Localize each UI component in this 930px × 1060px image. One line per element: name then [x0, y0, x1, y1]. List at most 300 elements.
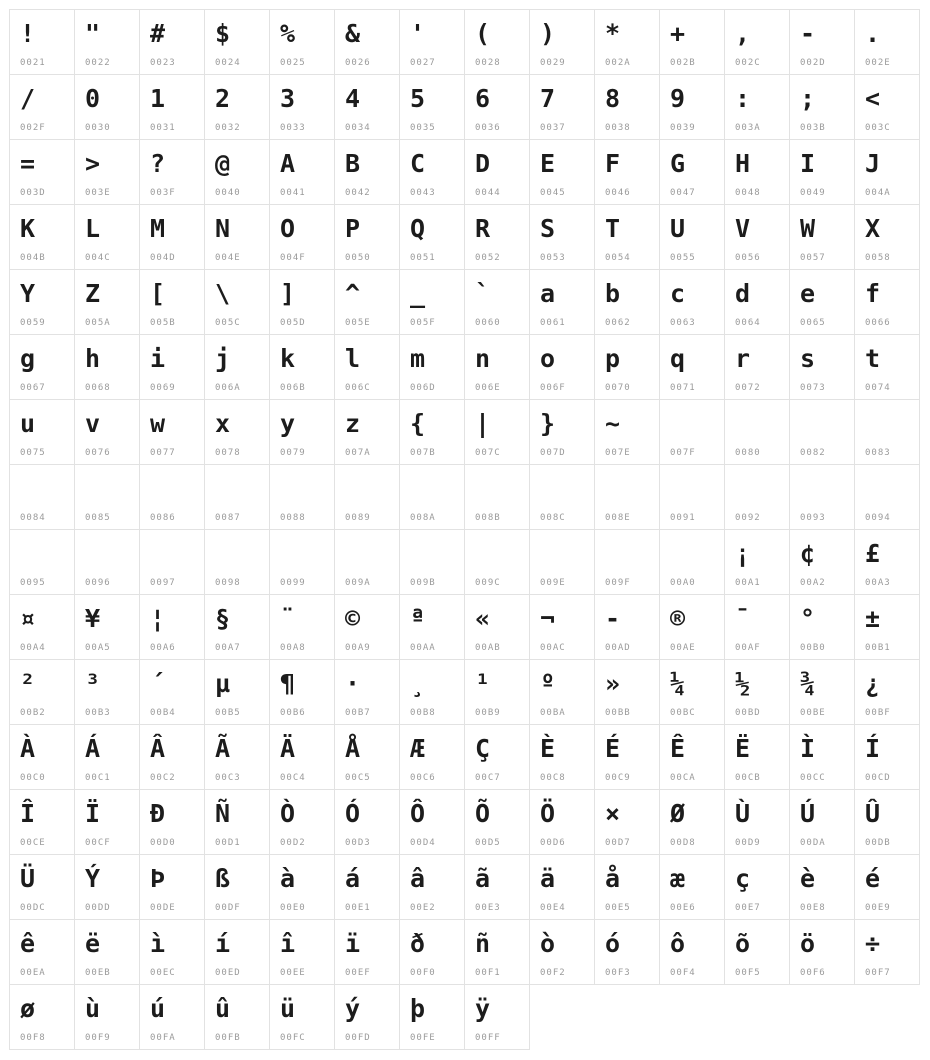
glyph-cell[interactable] [594, 789, 660, 855]
glyph-cell[interactable] [854, 139, 920, 205]
glyph-code: 0046 [605, 188, 631, 198]
glyph-cell[interactable] [399, 269, 465, 335]
glyph-cell[interactable] [464, 724, 530, 790]
glyph-char: ¢ [800, 539, 816, 568]
glyph-cell[interactable] [74, 334, 140, 400]
glyph-cell[interactable] [529, 9, 595, 75]
glyph-code: 0084 [20, 513, 46, 523]
glyph-grid [10, 10, 922, 1050]
glyph-cell[interactable] [204, 919, 270, 985]
glyph-code: 00EE [280, 968, 306, 978]
glyph-cell[interactable] [464, 334, 530, 400]
glyph-cell[interactable] [74, 854, 140, 920]
glyph-cell[interactable] [789, 659, 855, 725]
glyph-cell[interactable] [464, 9, 530, 75]
glyph-code: 00C2 [150, 773, 176, 783]
glyph-cell[interactable] [334, 334, 400, 400]
glyph-cell[interactable] [9, 74, 75, 140]
glyph-cell[interactable] [854, 789, 920, 855]
glyph-cell[interactable] [74, 529, 140, 595]
glyph-code: 0079 [280, 448, 306, 458]
glyph-code: 002D [800, 58, 826, 68]
glyph-cell[interactable] [139, 594, 205, 660]
glyph-cell[interactable] [724, 724, 790, 790]
glyph-cell[interactable] [74, 659, 140, 725]
glyph-cell[interactable] [529, 724, 595, 790]
glyph-cell[interactable] [139, 204, 205, 270]
glyph-char: Ô [410, 799, 426, 828]
glyph-code: 00D1 [215, 838, 241, 848]
glyph-cell[interactable] [269, 139, 335, 205]
glyph-cell[interactable] [724, 529, 790, 595]
glyph-cell[interactable] [204, 334, 270, 400]
glyph-cell[interactable] [464, 659, 530, 725]
glyph-cell[interactable] [659, 529, 725, 595]
glyph-cell[interactable] [399, 789, 465, 855]
glyph-cell[interactable] [399, 204, 465, 270]
glyph-cell[interactable] [659, 269, 725, 335]
glyph-cell[interactable] [9, 9, 75, 75]
glyph-cell[interactable] [854, 659, 920, 725]
glyph-cell[interactable] [334, 269, 400, 335]
glyph-cell[interactable] [9, 399, 75, 465]
glyph-cell[interactable] [789, 204, 855, 270]
glyph-char [735, 474, 785, 512]
glyph-code: 0078 [215, 448, 241, 458]
glyph-char [345, 539, 395, 577]
glyph-cell[interactable] [334, 74, 400, 140]
glyph-code: 0047 [670, 188, 696, 198]
glyph-char [280, 539, 330, 577]
glyph-cell[interactable] [74, 9, 140, 75]
glyph-code: 00CC [800, 773, 826, 783]
glyph-cell[interactable] [854, 854, 920, 920]
glyph-code: 0053 [540, 253, 566, 263]
glyph-cell[interactable] [334, 594, 400, 660]
glyph-cell[interactable] [724, 789, 790, 855]
glyph-code: 00CA [670, 773, 696, 783]
glyph-cell[interactable] [659, 9, 725, 75]
glyph-cell[interactable] [594, 659, 660, 725]
glyph-cell[interactable] [334, 9, 400, 75]
glyph-cell[interactable] [724, 464, 790, 530]
glyph-cell[interactable] [139, 854, 205, 920]
glyph-code: 0022 [85, 58, 111, 68]
glyph-cell[interactable] [659, 854, 725, 920]
glyph-cell[interactable] [74, 74, 140, 140]
glyph-cell[interactable] [334, 984, 400, 1050]
glyph-char: q [670, 344, 686, 373]
glyph-cell[interactable] [139, 789, 205, 855]
glyph-cell[interactable] [204, 724, 270, 790]
glyph-code: 0033 [280, 123, 306, 133]
glyph-code: 00BD [735, 708, 761, 718]
glyph-cell[interactable] [9, 464, 75, 530]
glyph-cell[interactable] [724, 919, 790, 985]
glyph-cell[interactable] [204, 204, 270, 270]
glyph-code: 0021 [20, 58, 46, 68]
glyph-cell[interactable] [659, 334, 725, 400]
glyph-cell[interactable] [789, 594, 855, 660]
glyph-code: 0066 [865, 318, 891, 328]
glyph-code: 0045 [540, 188, 566, 198]
glyph-cell[interactable] [9, 659, 75, 725]
glyph-cell[interactable] [399, 659, 465, 725]
glyph-cell[interactable] [529, 269, 595, 335]
glyph-cell[interactable] [724, 74, 790, 140]
glyph-char: ~ [605, 409, 621, 438]
glyph-cell[interactable] [594, 529, 660, 595]
glyph-cell[interactable] [334, 919, 400, 985]
glyph-cell[interactable] [399, 334, 465, 400]
glyph-char: Ö [540, 799, 556, 828]
glyph-code: 007C [475, 448, 501, 458]
glyph-cell[interactable] [659, 204, 725, 270]
glyph-cell[interactable] [334, 399, 400, 465]
glyph-cell[interactable] [334, 464, 400, 530]
glyph-cell[interactable] [529, 659, 595, 725]
glyph-cell[interactable] [204, 74, 270, 140]
glyph-cell[interactable] [789, 74, 855, 140]
glyph-cell[interactable] [269, 919, 335, 985]
glyph-cell[interactable] [659, 139, 725, 205]
glyph-cell[interactable] [529, 204, 595, 270]
glyph-code: 00BE [800, 708, 826, 718]
glyph-char: ¦ [150, 604, 166, 633]
glyph-code: 0026 [345, 58, 371, 68]
glyph-code: 00EF [345, 968, 371, 978]
glyph-cell[interactable] [464, 464, 530, 530]
glyph-cell[interactable] [269, 74, 335, 140]
glyph-char: è [800, 864, 816, 893]
glyph-code: 0075 [20, 448, 46, 458]
glyph-code: 00D6 [540, 838, 566, 848]
glyph-cell[interactable] [204, 139, 270, 205]
glyph-cell[interactable] [464, 984, 530, 1050]
glyph-code: 00A1 [735, 578, 761, 588]
glyph-cell[interactable] [399, 919, 465, 985]
glyph-cell[interactable] [464, 789, 530, 855]
glyph-cell[interactable] [789, 529, 855, 595]
glyph-cell[interactable] [594, 9, 660, 75]
glyph-cell[interactable] [74, 399, 140, 465]
glyph-code: 003E [85, 188, 111, 198]
glyph-cell[interactable] [399, 139, 465, 205]
glyph-code: 0070 [605, 383, 631, 393]
glyph-cell[interactable] [594, 399, 660, 465]
glyph-char: ÿ [475, 994, 491, 1023]
glyph-cell[interactable] [854, 74, 920, 140]
glyph-code: 0069 [150, 383, 176, 393]
glyph-cell[interactable] [854, 594, 920, 660]
glyph-cell[interactable] [789, 139, 855, 205]
glyph-cell[interactable] [789, 334, 855, 400]
glyph-cell[interactable] [464, 74, 530, 140]
glyph-cell[interactable] [204, 269, 270, 335]
glyph-code: 00DE [150, 903, 176, 913]
glyph-cell[interactable] [724, 594, 790, 660]
glyph-code: 00C0 [20, 773, 46, 783]
glyph-cell[interactable] [399, 529, 465, 595]
glyph-char [605, 474, 655, 512]
glyph-code: 00C3 [215, 773, 241, 783]
glyph-cell[interactable] [9, 594, 75, 660]
glyph-cell[interactable] [139, 984, 205, 1050]
glyph-cell[interactable] [854, 919, 920, 985]
glyph-char: O [280, 214, 296, 243]
glyph-cell[interactable] [724, 399, 790, 465]
glyph-cell[interactable] [334, 204, 400, 270]
glyph-char: i [150, 344, 166, 373]
glyph-code: 0067 [20, 383, 46, 393]
glyph-cell[interactable] [139, 529, 205, 595]
glyph-cell[interactable] [139, 74, 205, 140]
glyph-cell[interactable] [724, 9, 790, 75]
glyph-cell[interactable] [74, 984, 140, 1050]
glyph-cell[interactable] [854, 724, 920, 790]
glyph-cell[interactable] [139, 139, 205, 205]
glyph-cell[interactable] [269, 9, 335, 75]
glyph-cell[interactable] [659, 919, 725, 985]
glyph-cell[interactable] [854, 399, 920, 465]
glyph-cell[interactable] [529, 594, 595, 660]
glyph-cell[interactable] [594, 464, 660, 530]
glyph-cell[interactable] [9, 334, 75, 400]
glyph-cell[interactable] [789, 464, 855, 530]
glyph-code: 00EB [85, 968, 111, 978]
glyph-cell[interactable] [269, 594, 335, 660]
glyph-cell[interactable] [9, 529, 75, 595]
glyph-char [800, 409, 850, 447]
glyph-cell[interactable] [204, 984, 270, 1050]
glyph-char: × [605, 799, 621, 828]
glyph-cell[interactable] [269, 204, 335, 270]
glyph-cell[interactable] [399, 724, 465, 790]
glyph-cell[interactable] [659, 74, 725, 140]
glyph-cell[interactable] [789, 269, 855, 335]
glyph-cell[interactable] [529, 74, 595, 140]
glyph-cell[interactable] [139, 919, 205, 985]
glyph-cell[interactable] [9, 854, 75, 920]
glyph-cell[interactable] [464, 399, 530, 465]
glyph-code: 002C [735, 58, 761, 68]
glyph-cell[interactable] [594, 204, 660, 270]
glyph-cell[interactable] [204, 789, 270, 855]
glyph-cell[interactable] [464, 594, 530, 660]
glyph-cell[interactable] [74, 594, 140, 660]
glyph-cell[interactable] [139, 269, 205, 335]
glyph-cell[interactable] [74, 204, 140, 270]
glyph-cell[interactable] [139, 9, 205, 75]
glyph-cell[interactable] [594, 919, 660, 985]
glyph-cell[interactable] [529, 854, 595, 920]
glyph-char: í [215, 929, 231, 958]
glyph-cell[interactable] [789, 9, 855, 75]
glyph-cell[interactable] [464, 139, 530, 205]
glyph-cell[interactable] [269, 269, 335, 335]
glyph-cell[interactable] [854, 529, 920, 595]
glyph-cell[interactable] [529, 919, 595, 985]
glyph-char [670, 409, 720, 447]
glyph-code: 00FC [280, 1033, 306, 1043]
glyph-cell[interactable] [334, 529, 400, 595]
glyph-cell[interactable] [789, 854, 855, 920]
glyph-cell[interactable] [854, 9, 920, 75]
glyph-code: 00AE [670, 643, 696, 653]
glyph-char [670, 474, 720, 512]
glyph-cell[interactable] [594, 334, 660, 400]
glyph-char: r [735, 344, 751, 373]
glyph-cell[interactable] [594, 594, 660, 660]
glyph-cell[interactable] [594, 139, 660, 205]
glyph-code: 008E [605, 513, 631, 523]
glyph-cell[interactable] [9, 789, 75, 855]
glyph-cell[interactable] [204, 854, 270, 920]
glyph-code: 00A0 [670, 578, 696, 588]
glyph-cell[interactable] [789, 399, 855, 465]
glyph-cell[interactable] [9, 204, 75, 270]
glyph-cell[interactable] [334, 139, 400, 205]
glyph-cell[interactable] [269, 724, 335, 790]
glyph-cell[interactable] [724, 269, 790, 335]
glyph-cell[interactable] [204, 529, 270, 595]
glyph-char: z [345, 409, 361, 438]
glyph-cell[interactable] [464, 529, 530, 595]
glyph-cell[interactable] [9, 919, 75, 985]
glyph-cell[interactable] [854, 464, 920, 530]
glyph-cell[interactable] [594, 724, 660, 790]
glyph-cell[interactable] [9, 269, 75, 335]
glyph-cell[interactable] [204, 464, 270, 530]
glyph-cell[interactable] [9, 724, 75, 790]
glyph-char: û [215, 994, 231, 1023]
glyph-cell[interactable] [399, 74, 465, 140]
glyph-char: ) [540, 19, 556, 48]
glyph-char: ü [280, 994, 296, 1023]
glyph-char: Ç [475, 734, 491, 763]
glyph-code: 0071 [670, 383, 696, 393]
glyph-cell[interactable] [659, 594, 725, 660]
glyph-cell[interactable] [269, 529, 335, 595]
glyph-char: ã [475, 864, 491, 893]
glyph-cell[interactable] [269, 854, 335, 920]
glyph-cell[interactable] [139, 659, 205, 725]
glyph-cell[interactable] [724, 854, 790, 920]
glyph-cell[interactable] [659, 399, 725, 465]
glyph-char: h [85, 344, 101, 373]
glyph-code: 0056 [735, 253, 761, 263]
glyph-cell[interactable] [74, 789, 140, 855]
glyph-cell[interactable] [659, 789, 725, 855]
glyph-cell[interactable] [724, 204, 790, 270]
glyph-cell[interactable] [204, 9, 270, 75]
glyph-cell[interactable] [74, 464, 140, 530]
glyph-cell[interactable] [334, 789, 400, 855]
glyph-cell[interactable] [659, 724, 725, 790]
glyph-cell[interactable] [74, 919, 140, 985]
glyph-cell[interactable] [789, 789, 855, 855]
glyph-cell[interactable] [464, 269, 530, 335]
glyph-cell[interactable] [399, 464, 465, 530]
glyph-cell[interactable] [269, 789, 335, 855]
glyph-cell[interactable] [269, 334, 335, 400]
glyph-cell[interactable] [529, 464, 595, 530]
glyph-cell[interactable] [594, 74, 660, 140]
glyph-code: 005D [280, 318, 306, 328]
glyph-cell[interactable] [139, 724, 205, 790]
glyph-cell[interactable] [854, 269, 920, 335]
glyph-cell[interactable] [724, 139, 790, 205]
glyph-cell[interactable] [139, 464, 205, 530]
glyph-code: 00BC [670, 708, 696, 718]
glyph-cell[interactable] [854, 334, 920, 400]
glyph-cell[interactable] [724, 334, 790, 400]
glyph-cell[interactable] [204, 659, 270, 725]
glyph-cell[interactable] [529, 334, 595, 400]
glyph-cell[interactable] [529, 529, 595, 595]
glyph-cell[interactable] [204, 594, 270, 660]
glyph-char: Î [20, 799, 36, 828]
glyph-code: 00E1 [345, 903, 371, 913]
glyph-cell[interactable] [139, 399, 205, 465]
glyph-code: 00CD [865, 773, 891, 783]
glyph-cell[interactable] [139, 334, 205, 400]
glyph-cell[interactable] [204, 399, 270, 465]
glyph-cell[interactable] [659, 464, 725, 530]
glyph-cell[interactable] [529, 139, 595, 205]
glyph-cell[interactable] [269, 399, 335, 465]
glyph-char [20, 539, 70, 577]
glyph-cell[interactable] [9, 984, 75, 1050]
glyph-cell[interactable] [269, 984, 335, 1050]
glyph-cell[interactable] [269, 464, 335, 530]
glyph-cell[interactable] [529, 399, 595, 465]
glyph-cell[interactable] [854, 204, 920, 270]
glyph-cell[interactable] [74, 724, 140, 790]
glyph-cell[interactable] [334, 724, 400, 790]
glyph-cell[interactable] [399, 594, 465, 660]
glyph-cell[interactable] [659, 659, 725, 725]
glyph-cell[interactable] [399, 984, 465, 1050]
glyph-cell[interactable] [789, 919, 855, 985]
glyph-cell[interactable] [399, 399, 465, 465]
glyph-char: w [150, 409, 166, 438]
glyph-cell[interactable] [464, 919, 530, 985]
glyph-cell[interactable] [269, 659, 335, 725]
glyph-code: 004C [85, 253, 111, 263]
glyph-cell[interactable] [529, 789, 595, 855]
glyph-cell[interactable] [789, 724, 855, 790]
glyph-cell[interactable] [334, 854, 400, 920]
glyph-cell[interactable] [74, 269, 140, 335]
glyph-cell[interactable] [594, 269, 660, 335]
glyph-cell[interactable] [724, 659, 790, 725]
glyph-cell[interactable] [334, 659, 400, 725]
glyph-cell[interactable] [399, 854, 465, 920]
glyph-code: 0099 [280, 578, 306, 588]
glyph-code: 0068 [85, 383, 111, 393]
glyph-cell[interactable] [399, 9, 465, 75]
glyph-cell[interactable] [464, 204, 530, 270]
glyph-cell[interactable] [74, 139, 140, 205]
glyph-cell[interactable] [9, 139, 75, 205]
glyph-code: 003D [20, 188, 46, 198]
glyph-cell[interactable] [464, 854, 530, 920]
glyph-cell[interactable] [594, 854, 660, 920]
glyph-char: 2 [215, 84, 231, 113]
glyph-char: ¡ [735, 539, 751, 568]
glyph-char: ¿ [865, 669, 881, 698]
